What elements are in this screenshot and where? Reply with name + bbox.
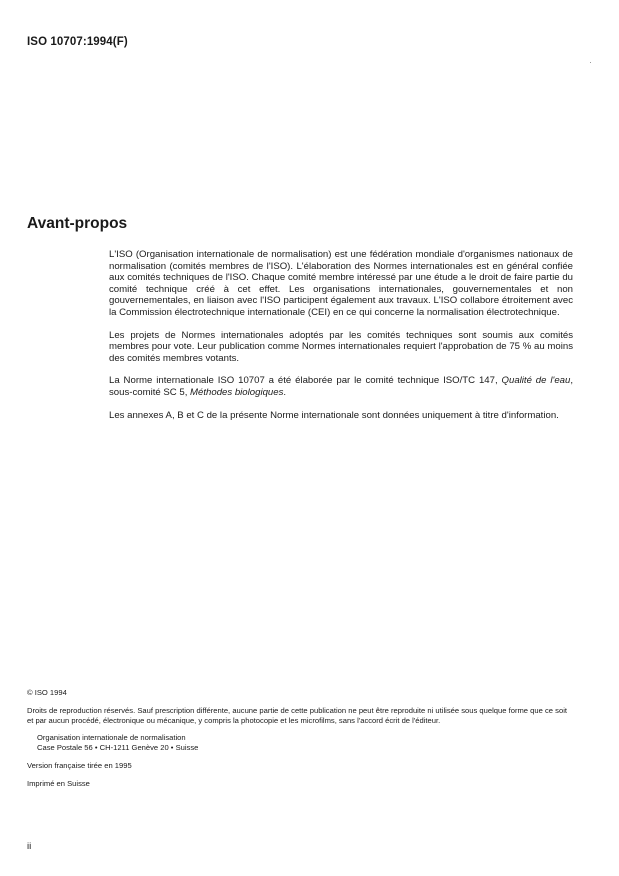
publisher-address	[37, 733, 567, 753]
paragraph-3-text-a: La Norme internationale ISO 10707 a été élaborée par le comité technique ISO/TC 147,	[109, 375, 502, 387]
rights-statement: Droits de reproduction réservés. Sauf prescription différente, aucune partie de cette publication ne peut être reproduite ni utilisée sous quelque forme que ce soit et par aucun procédé, électronique ou mécanique, y compris la photocopie et les microfilms, sans l'accord écrit de l'éditeur.	[27, 706, 567, 726]
publisher-org: Organisation internationale de normalisation	[37, 732, 186, 742]
page-number: ii	[27, 841, 32, 852]
foreword-body	[109, 249, 573, 432]
publisher-postal: Case Postale 56 • CH-1211 Genève 20 • Suisse	[37, 742, 199, 752]
paragraph-4: Les annexes A, B et C de la présente Norme internationale sont données uniquement à titre d'information.	[109, 409, 559, 421]
copyright-notice: © ISO 1994	[27, 688, 67, 697]
paragraph-2: Les projets de Normes internationales adoptés par les comités techniques sont soumis aux comités membres pour vote. Leur publication comme Normes internationales requiert l'approbation de 75 % au moins des comités membres votants.	[109, 329, 573, 364]
paragraph-3-text-c: , sous-comité SC 5,	[109, 375, 573, 398]
scan-speck	[590, 62, 591, 63]
version-note: Version française tirée en 1995	[27, 761, 132, 771]
copyright-block	[27, 688, 567, 797]
section-title: Avant-propos	[27, 215, 128, 232]
paragraph-1: L'ISO (Organisation internationale de normalisation) est une fédération mondiale d'organismes nationaux de normalisation (comités membres de l'ISO). L'élaboration des Normes internationales est en général confiée aux comités techniques de l'ISO. Chaque comité membre intéressé par une étude a le droit de faire partie du comité technique créé à cet effet. Les organisations internationales, gouvernementales et non gouvernementales, en liaison avec l'ISO participent également aux travaux. L'ISO collabore étroitement avec la Commission électrotechnique internationale (CEI) en ce qui concerne la normalisation électrotechnique.	[109, 249, 573, 318]
printed-note: Imprimé en Suisse	[27, 779, 90, 789]
committee-title: Qualité de l'eau	[501, 375, 571, 387]
paragraph-3	[109, 375, 573, 398]
paragraph-3-text-e: .	[283, 386, 287, 398]
subcommittee-title: Méthodes biologiques	[190, 386, 284, 398]
document-id-header: ISO 10707:1994(F)	[27, 36, 128, 48]
